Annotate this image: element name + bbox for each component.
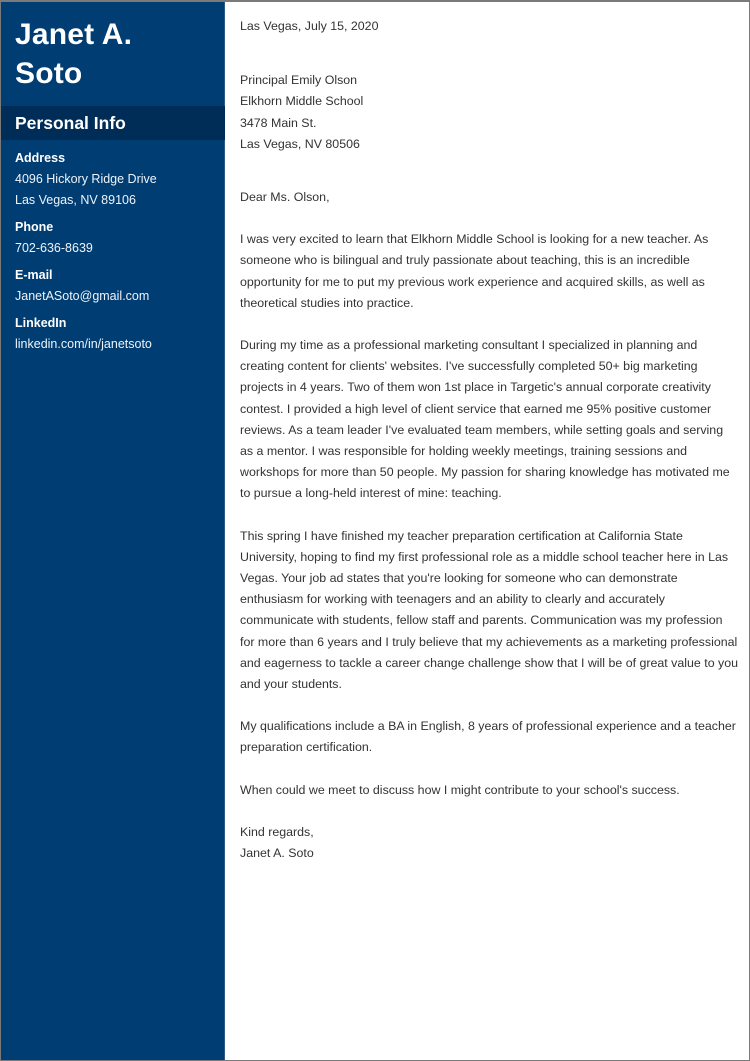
phone-value: 702-636-8639 — [15, 241, 93, 255]
salutation: Dear Ms. Olson, — [240, 189, 330, 204]
personal-info-heading: Personal Info — [1, 106, 225, 140]
address-label: Address — [15, 151, 66, 165]
address-line-1: 4096 Hickory Ridge Drive — [15, 172, 157, 186]
paragraph-call-to-action: When could we meet to discuss how I might contribute to your school's success. — [240, 782, 680, 797]
email-group — [15, 265, 220, 307]
recipient-school: Elkhorn Middle School — [240, 94, 364, 109]
personal-info-list — [15, 148, 220, 361]
address-group — [15, 148, 220, 211]
email-value[interactable]: JanetASoto@gmail.com — [15, 289, 150, 303]
closing-phrase: Kind regards, — [240, 824, 314, 839]
sidebar — [1, 2, 225, 1060]
name-line-1: Janet A. — [15, 18, 133, 51]
linkedin-value[interactable]: linkedin.com/in/janetsoto — [15, 337, 152, 351]
linkedin-label: LinkedIn — [15, 316, 67, 330]
closing-block — [240, 822, 739, 864]
letter-date: Las Vegas, July 15, 2020 — [240, 19, 379, 33]
linkedin-group — [15, 313, 220, 355]
email-label: E-mail — [15, 268, 53, 282]
recipient-city: Las Vegas, NV 80506 — [240, 136, 360, 151]
paragraph-experience: During my time as a professional marketing consultant I specialized in planning and creating content for clients' websites. I've successfully completed 50+ big marketing projects in 4 years. Two of them won 1st place in Targetic's annual corporate creativity contest. I provided a high level of client service that earned me 95% positive customer reviews. As a team leader I've evaluated team members, while setting goals and serving as a mentor. I was responsible for holding weekly meetings, training sessions and workshops for more than 50 people. My passion for sharing knowledge has motivated me to pursue a long-held interest of mine: teaching. — [240, 337, 730, 501]
signature: Janet A. Soto — [240, 846, 314, 861]
phone-group — [15, 217, 220, 259]
phone-label: Phone — [15, 220, 54, 234]
recipient-block — [240, 70, 739, 155]
paragraph-qualifications: My qualifications include a BA in English, 8 years of professional experience and a teacher preparation certification. — [240, 719, 736, 755]
name-line-2: Soto — [15, 57, 83, 90]
recipient-name: Principal Emily Olson — [240, 73, 358, 88]
paragraph-intro: I was very excited to learn that Elkhorn Middle School is looking for a new teacher. As someone who is bilingual and truly passionate about teaching, this is an incredible opportunity for me to put my previous work experience and acquired skills, as well as theoretical studies into practice. — [240, 232, 709, 310]
address-line-2: Las Vegas, NV 89106 — [15, 193, 136, 207]
applicant-name — [1, 2, 224, 93]
paragraph-certification: This spring I have finished my teacher preparation certification at California State University, hoping to find my first professional role as a middle school teacher here in Las Vegas. Your job ad states that you're looking for someone who can demonstrate enthusiasm for working with teenagers and an ability to clearly and accurately communicate with students, fellow staff and parents. Communication was my profession for more than 6 years and I truly believe that my achievements as a marketing professional and eagerness to tackle a career change challenge show that I will be of great value to you and your students. — [240, 528, 739, 692]
recipient-street: 3478 Main St. — [240, 115, 317, 130]
letter-body — [225, 2, 749, 1060]
